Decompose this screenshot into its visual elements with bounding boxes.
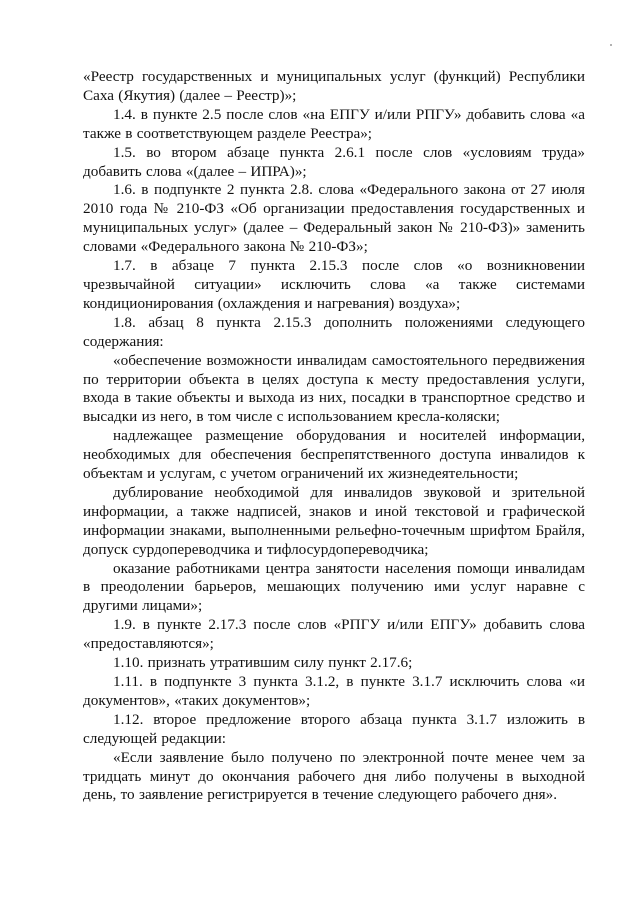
paragraph-1-10: 1.10. признать утратившим силу пункт 2.17.6; bbox=[113, 654, 413, 672]
paragraph-1-8-item-equipment: надлежащее размещение оборудования и носителей информации, необходимых для обеспечения беспрепятственного доступа инвалидов к объектам и услугам, с учетом ограничений их жизнедеятельности; bbox=[83, 427, 585, 483]
paragraph-1-11: 1.11. в подпункте 3 пункта 3.1.2, в пункте 3.1.7 исключить слова «и документов», «таких документов»; bbox=[83, 673, 585, 709]
paragraph-1-8-item-assistance: оказание работниками центра занятости населения помощи инвалидам в преодолении барьеров, мешающих получению ими услуг наравне с другими лицами»; bbox=[83, 559, 585, 615]
paragraph-1-12: 1.12. второе предложение второго абзаца пункта 3.1.7 изложить в следующей редакции: bbox=[83, 710, 585, 747]
paragraph-1-8-item-mobility: «обеспечение возможности инвалидам самостоятельного передвижения по территории объекта в целях доступа к месту предоставления услуги, входа в такие объекты и выхода из них, посадки в транспортное средство и высадки из него, в том числе с использованием кресла-коляски; bbox=[83, 351, 585, 426]
paragraph-1-7: 1.7. в абзаце 7 пункта 2.15.3 после слов «о возникновении чрезвычайной ситуации» исключить слова «а также системами кондиционирования (охлаждения и нагревания) воздуха»; bbox=[83, 257, 585, 312]
paragraph-registry-continuation: «Реестр государственных и муниципальных услуг (функций) Республики Саха (Якутия) (далее – Реестр)»; bbox=[83, 68, 585, 104]
paragraph-1-5: 1.5. во втором абзаце пункта 2.6.1 после слов «условиям труда» добавить слова «(далее – ИПРА)»; bbox=[83, 143, 585, 180]
paragraph-1-12-quote: «Если заявление было получено по электронной почте менее чем за тридцать минут до окончания рабочего дня либо получены в выходной день, то заявление регистрируется в течение следующего рабочего дня». bbox=[83, 748, 585, 804]
scan-speck bbox=[610, 44, 612, 46]
paragraph-1-6: 1.6. в подпункте 2 пункта 2.8. слова «Федерального закона от 27 июля 2010 года № 210-ФЗ «Об организации предоставления государственных и муниципальных услуг» (далее – Федеральный закон № 210-ФЗ)» заменить словами «Федерального закона № 210-ФЗ»; bbox=[83, 181, 585, 256]
paragraph-1-8-item-braille: дублирование необходимой для инвалидов звуковой и зрительной информации, а также надписей, знаков и иной текстовой и графической информации знаками, выполненными рельефно-точечным шрифтом Брайля, допуск сурдопереводчика и тифлосурдопереводчика; bbox=[83, 483, 585, 558]
paragraph-1-8: 1.8. абзац 8 пункта 2.15.3 дополнить положениями следующего содержания: bbox=[83, 313, 585, 350]
paragraph-1-4: 1.4. в пункте 2.5 после слов «на ЕПГУ и/или РПГУ» добавить слова «а также в соответствующем разделе Реестра»; bbox=[83, 105, 585, 142]
document-body bbox=[83, 68, 585, 805]
paragraph-1-9: 1.9. в пункте 2.17.3 после слов «РПГУ и/или ЕПГУ» добавить слова «предоставляются»; bbox=[83, 616, 585, 653]
